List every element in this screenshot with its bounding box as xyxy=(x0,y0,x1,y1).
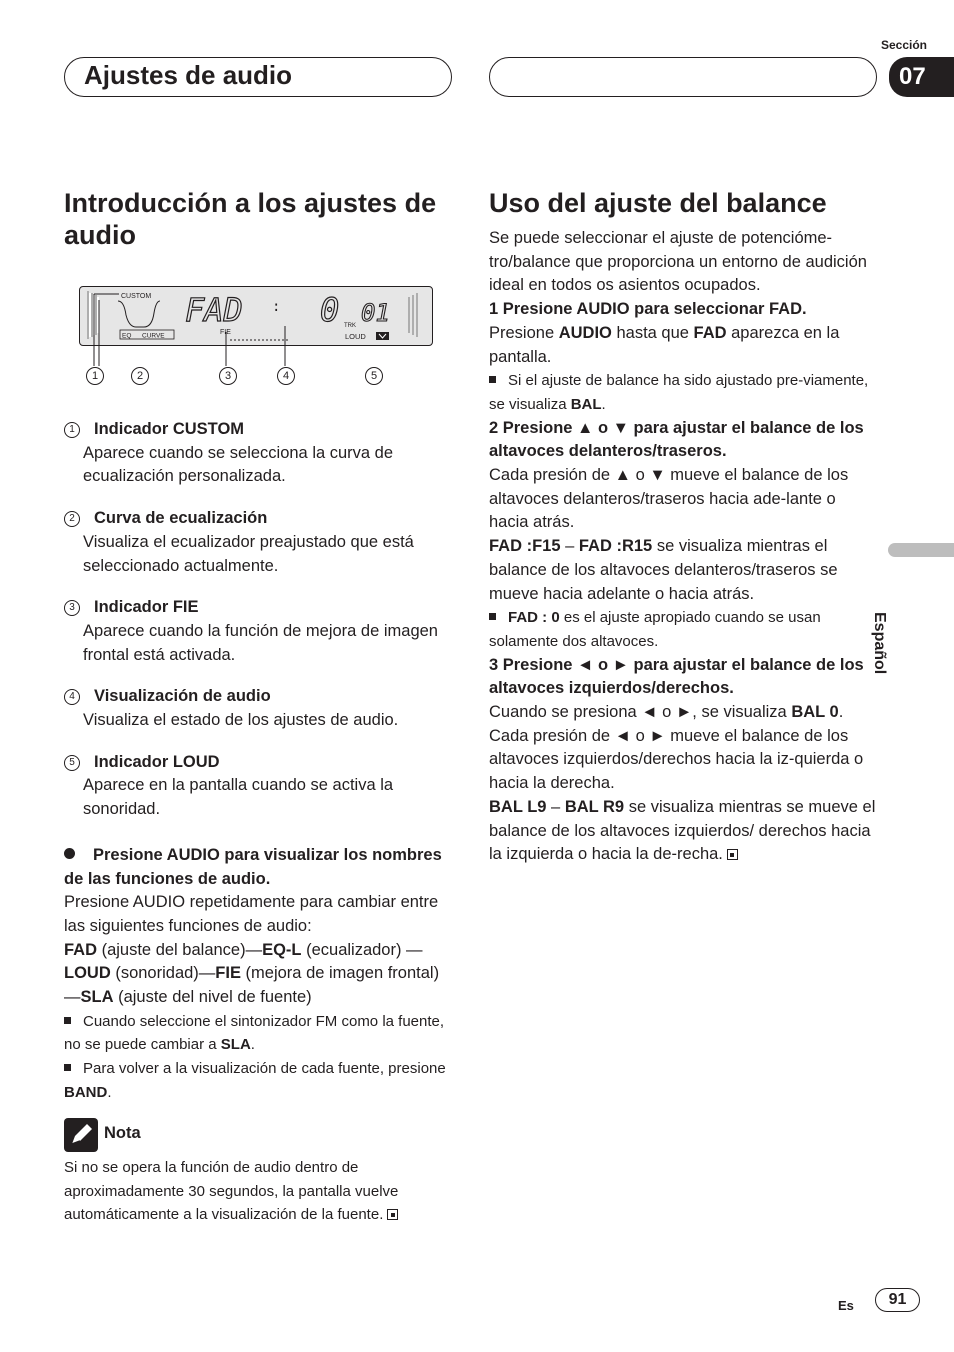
legend-number: 5 xyxy=(64,755,80,771)
nota-label: Nota xyxy=(104,1124,141,1142)
square-bullet-icon xyxy=(64,1064,71,1071)
press-audio-body: Presione AUDIO repetidamente para cambiar entre las siguientes funciones de audio: xyxy=(64,893,439,935)
seccion-label: Sección xyxy=(880,38,927,52)
balance-intro: Se puede seleccionar el ajuste de potencióme-tro/balance que proporciona un entorno de audición ideal en todos os asientos ocupados. xyxy=(489,229,867,295)
custom-indicator: CUSTOM xyxy=(121,293,152,300)
legend-item xyxy=(64,685,449,732)
left-heading: Introducción a los ajustes de audio xyxy=(64,188,437,250)
curve-label: CURVE xyxy=(142,332,165,340)
end-mark-icon xyxy=(727,849,738,860)
legend-item xyxy=(64,751,449,822)
legend-desc: Aparece en la pantalla cuando se activa la sonoridad. xyxy=(83,776,394,819)
callout-3: 3 xyxy=(219,367,237,385)
language-tab-marker xyxy=(888,543,954,557)
callout-2: 2 xyxy=(131,367,149,385)
legend-title: Indicador CUSTOM xyxy=(94,420,245,438)
callout-4: 4 xyxy=(277,367,295,385)
loud-indicator: LOUD xyxy=(345,332,366,341)
callout-1: 1 xyxy=(86,367,104,385)
display-main-text: FAD xyxy=(185,291,243,329)
display-value-text: 0 xyxy=(320,291,340,329)
step-3-title: 3 Presione ◄ o ► para ajustar el balance de los altavoces izquierdos/derechos. xyxy=(489,655,864,698)
square-bullet-icon xyxy=(64,1017,71,1024)
footer-language: Es xyxy=(838,1298,854,1313)
step-2-body: Cada presión de ▲ o ▼ mueve el balance de los altavoces delanteros/traseros hacia ade-lante o hacia atrás. xyxy=(489,466,849,532)
step-1-title: 1 Presione AUDIO para seleccionar FAD. xyxy=(489,300,807,319)
legend-title: Indicador LOUD xyxy=(94,752,220,771)
step-2-range: FAD :F15 – FAD :R15 se visualiza mientras el balance de los altavoces delanteros/traseros se mueve hacia adelante o hacia atrás. xyxy=(489,537,838,603)
step-2-title: 2 Presione ▲ o ▼ para ajustar el balance de los altavoces delanteros/traseros. xyxy=(489,418,864,461)
legend-title: Indicador FIE xyxy=(94,598,199,617)
square-bullet-icon xyxy=(489,613,496,620)
legend-number: 2 xyxy=(64,511,80,527)
note-pencil-icon xyxy=(64,1118,98,1152)
fie-indicator: FIE xyxy=(220,329,231,336)
right-column xyxy=(489,227,877,867)
audio-functions-list: FAD (ajuste del balance)—EQ-L (ecualizador) —LOUD (sonoridad)—FIE (mejora de imagen frontal)—SLA (ajuste del nivel de fuente) xyxy=(64,940,440,1007)
legend-title: Curva de ecualización xyxy=(94,509,268,528)
step-3-body: Cuando se presiona ◄ o ►, se visualiza BAL 0. Cada presión de ◄ o ► mueve el balance de los altavoces izquierdos/derechos hacia la iz-quierda o hacia la derecha. xyxy=(489,703,864,793)
callout-5: 5 xyxy=(365,367,383,385)
legend-title: Visualización de audio xyxy=(94,687,271,706)
legend-item xyxy=(64,596,449,667)
press-audio-heading: Presione AUDIO para visualizar los nombres de las funciones de audio. xyxy=(64,845,442,888)
trk-label: TRK xyxy=(344,323,356,329)
right-heading: Uso del ajuste del balance xyxy=(489,188,827,218)
legend-desc: Visualiza el estado de los ajustes de audio. xyxy=(83,711,399,730)
square-bullet-icon xyxy=(489,376,496,383)
legend-desc: Aparece cuando la función de mejora de imagen frontal está activada. xyxy=(83,621,438,664)
legend-number: 1 xyxy=(64,422,80,438)
display-track-text: 01 xyxy=(361,299,390,327)
legend-number: 4 xyxy=(64,689,80,705)
svg-text::: : xyxy=(272,299,281,315)
legend-number: 3 xyxy=(64,600,80,616)
legend-item xyxy=(64,418,449,489)
note-fm-tuner: Cuando seleccione el sintonizador FM como la fuente, no se puede cambiar a SLA. xyxy=(64,1012,445,1054)
page-number: 91 xyxy=(875,1288,920,1312)
end-mark-icon xyxy=(387,1209,398,1220)
bullet-dot-icon xyxy=(64,848,75,859)
eq-label: EQ xyxy=(122,332,132,340)
header-blank-pill xyxy=(489,57,877,97)
step-1-body: Presione AUDIO hasta que FAD aparezca en la pantalla. xyxy=(489,323,840,366)
section-number-tab: 07 xyxy=(889,57,954,97)
nota-text: Si no se opera la función de audio dentro de aproximadamente 30 segundos, la pantalla vuelve automáticamente a la visualización de la fuente. xyxy=(64,1159,399,1224)
legend-desc: Visualiza el ecualizador preajustado que está seleccionado actualmente. xyxy=(83,532,414,575)
step-1-note: Si el ajuste de balance ha sido ajustado pre-viamente, se visualiza BAL. xyxy=(489,372,869,413)
language-tab-label: Español xyxy=(871,612,888,675)
step-3-range: BAL L9 – BAL R9 se visualiza mientras se mueve el balance de los altavoces izquierdos/ derechos hacia la izquierda o hacia la de-recha. xyxy=(489,797,876,864)
legend-item xyxy=(64,507,449,578)
legend-desc: Aparece cuando se selecciona la curva de ecualización personalizada. xyxy=(83,443,394,486)
step-2-note: FAD : 0 es el ajuste apropiado cuando se usan solamente dos altavoces. xyxy=(489,609,821,650)
left-column xyxy=(64,418,449,1105)
section-title: Ajustes de audio xyxy=(84,60,293,90)
note-band: Para volver a la visualización de cada fuente, presione BAND. xyxy=(64,1060,446,1101)
